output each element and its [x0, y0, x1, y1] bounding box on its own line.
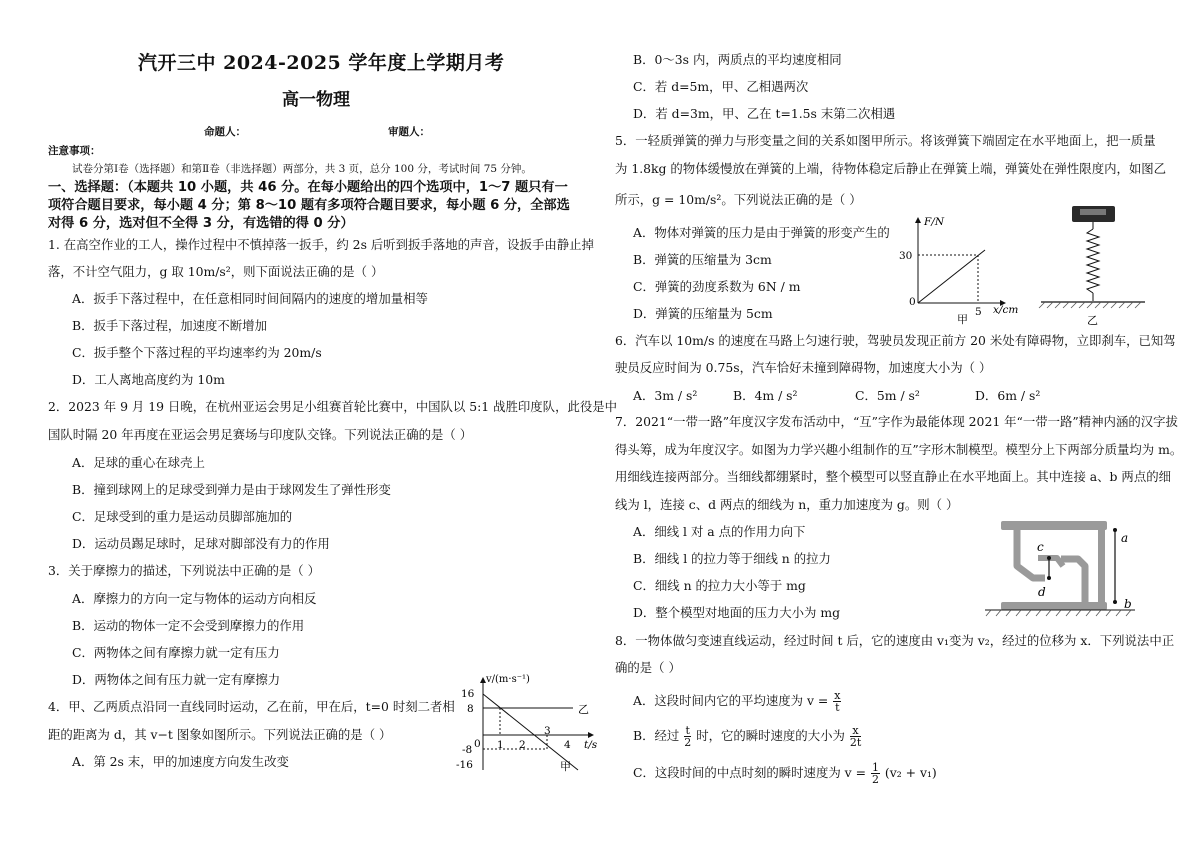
q8-b-num: t — [685, 724, 690, 737]
q7-hu-model — [983, 514, 1143, 618]
q6-option-a: A．3m / s² — [633, 388, 698, 403]
q8-b-den2: 2t — [849, 736, 862, 749]
q8-option-b-text: B．经过 — [633, 728, 680, 743]
q7-label-a: a — [1121, 531, 1129, 545]
q8-option-a-text: A．这段时间内它的平均速度为 v = — [633, 693, 829, 708]
q5-ytick-30: 30 — [899, 250, 913, 262]
q4-xtick-3: 3 — [544, 725, 551, 737]
q8-option-a-fraction — [833, 690, 841, 713]
section1-line-3: 对得 6 分，选对但不全得 3 分，有选错的得 0 分） — [48, 216, 354, 231]
q2-stem-1: 2．2023 年 9 月 19 日晚，在杭州亚运会男足小组赛首轮比赛中，中国队以 5:1 战胜印度队，此役是中 — [48, 399, 618, 414]
q5-spring — [1087, 229, 1099, 293]
q8-option-c — [633, 760, 937, 786]
q7-stem-3: 用细线连接两部分。当细线都绷紧时，整个模型可以竖直静止在水平地面上。其中连接 a、b 两点的细 — [615, 469, 1171, 484]
reviewer-label: 审题人： — [388, 126, 430, 138]
q5-caption-jia: 甲 — [957, 313, 968, 326]
q7-stem-4: 线为 l，连接 c、d 两点的细线为 n，重力加速度为 g。则（ ） — [615, 497, 959, 512]
q4-ytick-n8: -8 — [462, 744, 473, 756]
q3-option-a: A．摩擦力的方向一定与物体的运动方向相反 — [72, 591, 317, 606]
q5-origin: 0 — [909, 296, 916, 308]
q8-option-b-mid: 时，它的瞬时速度的大小为 — [696, 728, 845, 743]
q8-b-den: 2 — [684, 736, 692, 749]
q7-label-b: b — [1124, 597, 1132, 611]
q5-fx-line — [918, 250, 985, 303]
q4-xtick-1: 1 — [497, 739, 504, 751]
q4-ylabel: v/(m·s⁻¹) — [486, 674, 530, 685]
q3-option-d: D．两物体之间有压力就一定有摩擦力 — [72, 672, 281, 687]
q7-top-beam — [1001, 521, 1107, 530]
q5-xlabel: x/cm — [993, 304, 1019, 316]
q5-stem-2: 为 1.8kg 的物体缓慢放在弹簧的上端，待物体稳定后静止在弹簧上端，弹簧处在弹性限度内，如图乙 — [615, 161, 1167, 176]
subject-title: 高一物理 — [282, 90, 350, 110]
notice-heading: 注意事项： — [48, 145, 101, 157]
q1-option-c: C．扳手整个下落过程的平均速率约为 20m/s — [72, 345, 322, 360]
q4-origin: 0 — [474, 738, 481, 750]
q1-option-d: D．工人离地高度约为 10m — [72, 372, 225, 387]
q5-stem-3: 所示，g = 10m/s²。下列说法正确的是（ ） — [615, 192, 862, 207]
q8-option-a — [633, 688, 842, 714]
q4-option-b: B．0～3s 内，两质点的平均速度相同 — [633, 52, 842, 67]
q2-option-b: B．撞到球网上的足球受到弹力是由于球网发生了弹性形变 — [72, 482, 391, 497]
q8-option-b-fraction-1 — [684, 725, 691, 748]
q5-fx-graph — [893, 210, 1025, 328]
q1-stem-2: 落，不计空气阻力，g 取 10m/s²，则下面说法正确的是（ ） — [48, 264, 384, 279]
q5-option-b: B．弹簧的压缩量为 3cm — [633, 252, 772, 267]
q8-a-num: x — [834, 689, 841, 702]
q4-ytick-n16: -16 — [456, 759, 473, 771]
q4-xlabel: t/s — [584, 739, 598, 751]
q1-option-b: B．扳手下落过程，加速度不断增加 — [72, 318, 267, 333]
q4-xtick-2: 2 — [519, 739, 526, 751]
q8-option-c-post: (v₂ + v₁) — [884, 765, 937, 780]
q5-spring-figure — [1035, 200, 1155, 328]
q7-option-d: D．整个模型对地面的压力大小为 mg — [633, 605, 841, 620]
q5-stem-1: 5．一轻质弹簧的弹力与形变量之间的关系如图甲所示。将该弹簧下端固定在水平地面上，把一质量 — [615, 133, 1156, 148]
q7-bottom-beam — [1001, 602, 1107, 610]
q4-option-a: A．第 2s 末，甲的加速度方向发生改变 — [72, 754, 289, 769]
q7-stem-1: 7．2021“一带一路”年度汉字发布活动中，“互”字作为最能体现 2021 年“一带一路”精神内涵的汉字拔 — [615, 414, 1178, 429]
notice-text: 试卷分第Ⅰ卷（选择题）和第Ⅱ卷（非选择题）两部分，共 3 页，总分 100 分，考试时间 75 分钟。 — [72, 163, 532, 175]
q6-option-b: B．4m / s² — [733, 388, 798, 403]
q7-stem-2: 得头筹，成为年度汉字。如图为力学兴趣小组制作的互”字形木制模型。模型分上下两部分质量均为 m。 — [615, 442, 1183, 457]
q7-option-b: B．细线 l 的拉力等于细线 n 的拉力 — [633, 551, 831, 566]
q5-option-c: C．弹簧的劲度系数为 6N / m — [633, 279, 801, 294]
q4-line-jia — [483, 694, 578, 770]
q7-label-d: d — [1038, 585, 1046, 599]
q8-stem-1: 8．一物体做匀变速直线运动，经过时间 t 后，它的速度由 v₁变为 v₂，经过的位移为 x．下列说法中正 — [615, 633, 1175, 648]
q5-xtick-5: 5 — [975, 306, 982, 318]
q6-stem-2: 驶员反应时间为 0.75s，汽车恰好未撞到障碍物，加速度大小为（ ） — [615, 360, 992, 375]
q8-b-num2: x — [850, 725, 861, 737]
q7-option-a: A．细线 l 对 a 点的作用力向下 — [633, 524, 806, 539]
q5-ylabel: F/N — [924, 216, 945, 228]
q8-a-den: t — [835, 701, 840, 714]
q8-c-den: 2 — [871, 773, 879, 786]
q6-option-c: C．5m / s² — [855, 388, 920, 403]
q4-vt-graph — [448, 672, 603, 777]
q8-option-b — [633, 723, 862, 749]
q4-option-c: C．若 d=5m，甲、乙相遇两次 — [633, 79, 809, 94]
q8-c-num: 1 — [871, 761, 879, 774]
q7-label-c: c — [1037, 540, 1044, 554]
section1-line-1: 一、选择题：（本题共 10 小题，共 46 分。在每小题给出的四个选项中，1～7 题只有一 — [48, 180, 568, 195]
q8-stem-2: 确的是（ ） — [615, 660, 681, 675]
q4-ytick-16: 16 — [461, 688, 475, 700]
q6-option-d: D．6m / s² — [975, 388, 1041, 403]
q3-option-b: B．运动的物体一定不会受到摩擦力的作用 — [72, 618, 305, 633]
q2-stem-2: 国队时隔 20 年再度在亚运会男足赛场与印度队交锋。下列说法正确的是（ ） — [48, 427, 473, 442]
q2-option-d: D．运动员踢足球时，足球对脚部没有力的作用 — [72, 536, 330, 551]
q4-ytick-8: 8 — [467, 703, 474, 715]
q3-option-c: C．两物体之间有摩擦力就一定有压力 — [72, 645, 280, 660]
q2-option-c: C．足球受到的重力是运动员脚部施加的 — [72, 509, 293, 524]
q3-stem: 3．关于摩擦力的描述，下列说法中正确的是（ ） — [48, 563, 321, 578]
q5-caption-yi: 乙 — [1087, 314, 1098, 327]
q1-option-a: A．扳手下落过程中，在任意相同时间间隔内的速度的增加量相等 — [72, 291, 428, 306]
q1-stem-1: 1. 在高空作业的工人，操作过程中不慎掉落一扳手，约 2s 后听到扳手落地的声音，设扳手由静止掉 — [48, 237, 594, 252]
q7-option-c: C．细线 n 的拉力大小等于 mg — [633, 578, 806, 593]
q2-option-a: A．足球的重心在球壳上 — [72, 455, 205, 470]
q4-option-d: D．若 d=3m，甲、乙在 t=1.5s 末第二次相遇 — [633, 106, 896, 121]
q8-option-b-fraction-2 — [850, 725, 861, 748]
section1-line-2: 项符合题目要求，每小题 4 分；第 8～10 题有多项符合题目要求，每小题 6 分，全部选 — [48, 198, 570, 213]
q4-stem-2: 距的距离为 d，其 v−t 图象如图所示。下列说法正确的是（ ） — [48, 727, 392, 742]
q8-option-c-text: C．这段时间的中点时刻的瞬时速度为 v = — [633, 765, 866, 780]
q5-option-a: A．物体对弹簧的压力是由于弹簧的形变产生的 — [633, 225, 890, 240]
q8-option-c-fraction — [871, 762, 880, 785]
q4-label-yi: 乙 — [578, 703, 589, 716]
author-label: 命题人： — [204, 126, 246, 138]
q6-stem-1: 6．汽车以 10m/s 的速度在马路上匀速行驶，驾驶员发现正前方 20 米处有障碍物，立即刹车，已知驾 — [615, 333, 1176, 348]
q4-xtick-4: 4 — [564, 739, 571, 751]
q4-label-jia: 甲 — [560, 760, 571, 773]
q4-stem-1: 4．甲、乙两质点沿同一直线同时运动，乙在前，甲在后，t=0 时刻二者相 — [48, 699, 455, 714]
q5-option-d: D．弹簧的压缩量为 5cm — [633, 306, 773, 321]
page-title: 汽开三中 2024-2025 学年度上学期月考 — [138, 52, 505, 74]
